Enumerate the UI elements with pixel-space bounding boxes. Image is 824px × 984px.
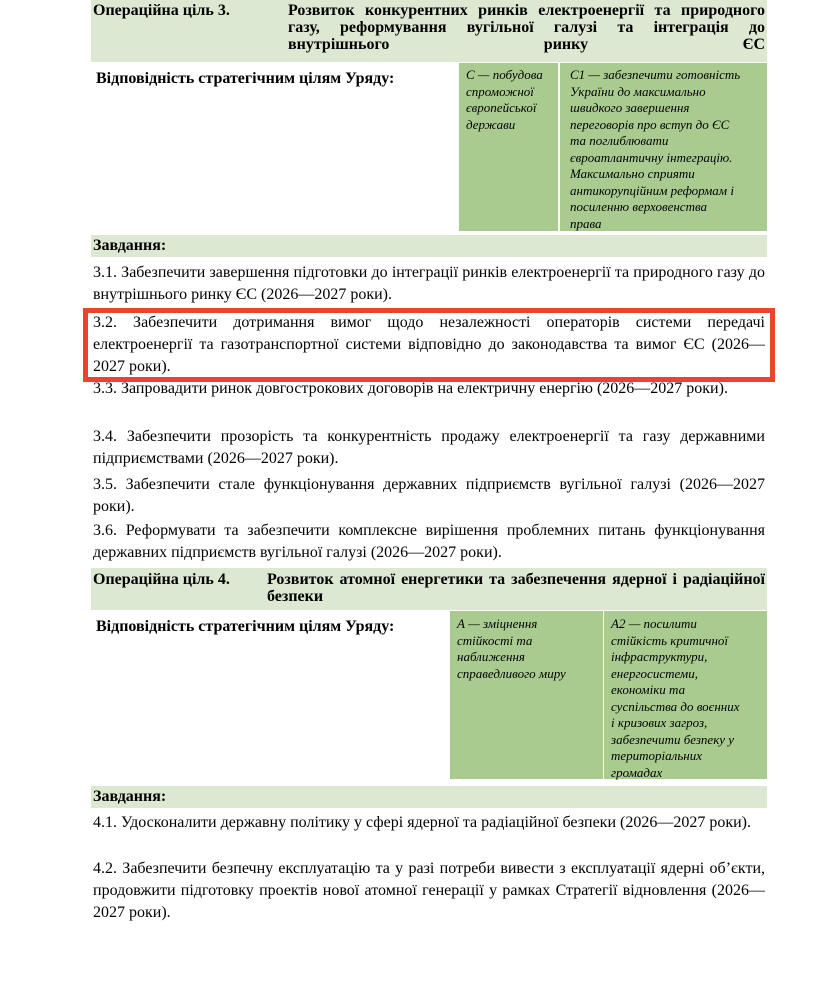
goal3-label: Операційна ціль 3. [93, 2, 230, 19]
task-3-2-highlight-box [83, 308, 775, 382]
goal4-tasks-band [91, 786, 767, 808]
task-3-2: 3.2. Забезпечити дотримання вимог щодо незалежності операторів системи передачі електроенергії та газотранспортної системи відповідно до законодавства та вимог ЄС (2026—2027 роки). [93, 314, 765, 375]
goal3-tasks-heading: Завдання: [93, 237, 167, 254]
task-3-1: 3.1. Забезпечити завершення підготовки до інтеграції ринків електроенергії та природного газу до внутрішнього ринку ЄС (2026—2027 роки). [93, 264, 765, 303]
goal3-sub-goal: С1 — забезпечити готовність України до максимально швидкого завершення переговорів про вступ до ЄС та поглиблювати євроатлантичну інтеграцію. Максимально сприяти антикорупційним реформам і посиленню верховенства права [570, 67, 741, 231]
task-4-2: 4.2. Забезпечити безпечну експлуатацію та у разі потреби вивести з експлуатації ядерні об’єкти, продовжити підготовку проектів нової атомної генерації у рамках Стратегії відновлення (2026—2027 роки). [93, 860, 765, 921]
goal4-title: Розвиток атомної енергетики та забезпечення ядерної і радіаційної безпеки [267, 571, 765, 605]
task-3-6: 3.6. Реформувати та забезпечити комплексне вирішення проблемних питань функціонування державних підприємств вугільної галузі (2026—2027 роки). [93, 522, 765, 561]
goal4-sub-goal: А2 — посилити стійкість критичної інфраструктури, енергосистеми, економіки та суспільства до воєнних і кризових загроз, забезпечити безпеку у територіальних громадах [611, 616, 740, 780]
goal4-strategic-goal: А — зміцнення стійкості та наближення справедливого миру [457, 616, 566, 681]
goal3-strategic-goal: С — побудова спроможної європейської держави [466, 67, 543, 132]
task-4-1: 4.1. Удосконалити державну політику у сфері ядерної та радіаційної безпеки (2026—2027 роки). [93, 814, 752, 831]
goal4-label: Операційна ціль 4. [93, 571, 230, 588]
goal3-title: Розвиток конкурентних ринків електроенергії та природного газу, реформування вугільної галузі та інтеграція до внутрішнього ринку ЄС [288, 2, 765, 53]
goal3-alignment-label: Відповідність стратегічним цілям Уряду: [96, 70, 395, 87]
task-3-3: 3.3. Запровадити ринок довгострокових договорів на електричну енергію (2026—2027 роки). [93, 380, 728, 397]
goal3-tasks-band [91, 235, 767, 257]
task-3-5: 3.5. Забезпечити стале функціонування державних підприємств вугільної галузі (2026—2027 роки). [93, 476, 765, 515]
goal4-alignment-label: Відповідність стратегічним цілям Уряду: [96, 618, 395, 635]
goal4-tasks-heading: Завдання: [93, 788, 167, 805]
goal3-header [93, 2, 765, 60]
task-3-4: 3.4. Забезпечити прозорість та конкурентність продажу електроенергії та газу державними підприємствами (2026—2027 роки). [93, 428, 765, 467]
goal4-header [93, 571, 765, 609]
